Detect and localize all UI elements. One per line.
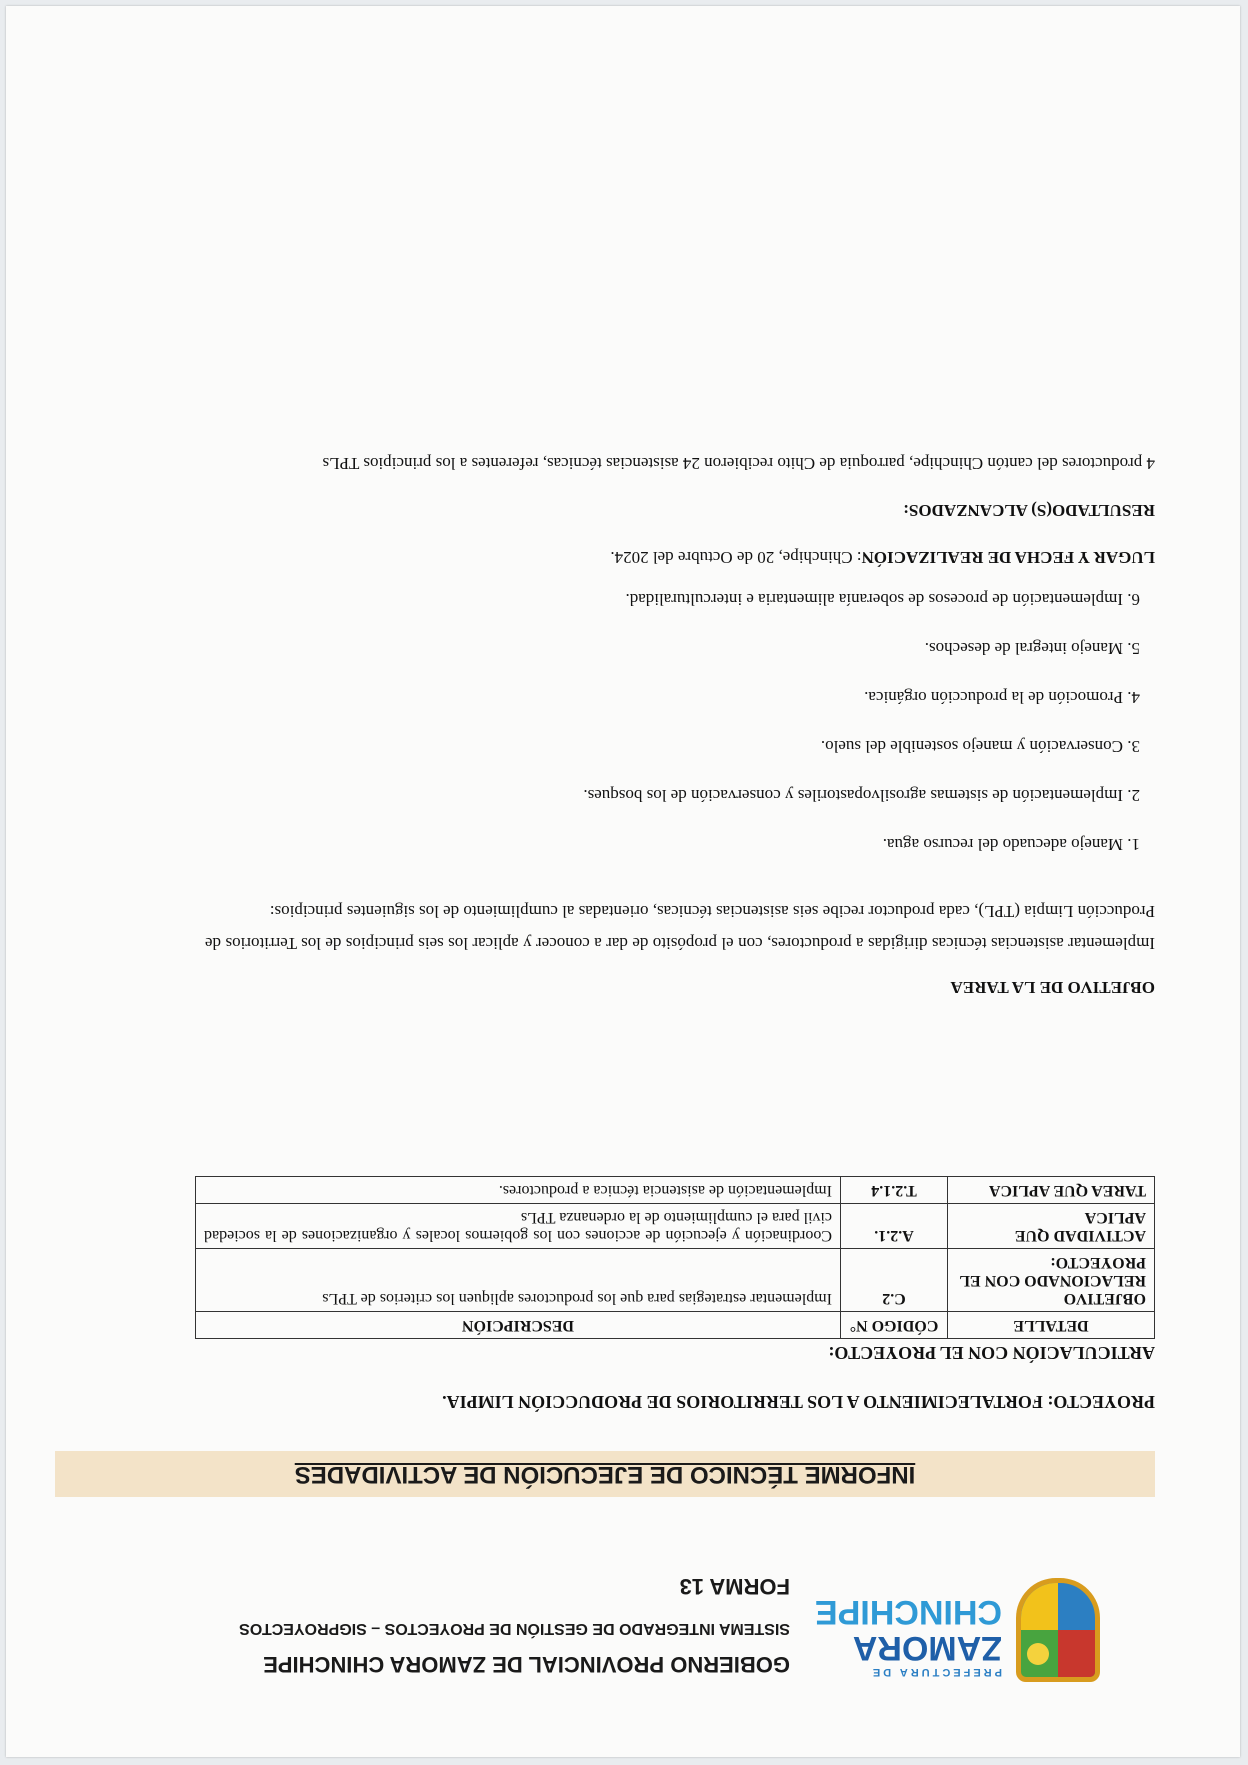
project-title: PROYECTO: FORTALECIMIENTO A LOS TERRITORIOS DE PRODUCCIÓN LIMPIA. [442, 1392, 1155, 1412]
cell-detalle: OBJETIVO RELACIONADO CON EL PROYECTO: [948, 1249, 1155, 1312]
articulacion-table [195, 1176, 1155, 1339]
form-number: FORMA 13 [679, 1574, 790, 1599]
list-item: 2. Implementación de sistemas agrosilvopastoriles y conservación de los bosques. [223, 759, 1123, 808]
table-row [196, 1204, 1155, 1249]
org-header [90, 1573, 790, 1677]
objetivo-heading: OBJETIVO DE LA TAREA [950, 978, 1155, 997]
cell-detalle: ACTIVIDAD QUE APLICA [948, 1204, 1155, 1249]
logo-main2: CHINCHIPE [814, 1593, 1002, 1631]
header-codigo: CÓDIGO N° [841, 1312, 948, 1339]
resultados-heading: RESULTADO(S) ALCANZADOS: [903, 501, 1155, 520]
table-header-row [196, 1312, 1155, 1339]
list-item: 5. Manejo integral de desechos. [223, 612, 1123, 661]
scanned-page [6, 6, 1240, 1757]
objetivo-text: Implementar asistencias técnicas dirigidas a productores, con el propósito de dar a conocer y aplicar los seis principios de los Territorios de Producción Limpia (TPL), cada productor recibe seis asistencias técnicas, orientadas al cumplimiento de los siguientes principios: [205, 902, 1155, 953]
header-detalle: DETALLE [948, 1312, 1155, 1339]
report-title-banner [55, 1451, 1155, 1497]
cell-descripcion: Implementación de asistencia técnica a productores. [196, 1177, 841, 1204]
resultados-text: 4 productores del cantón Chinchipe, parroquia de Chito recibieron 24 asistencias técnicas, referentes a los principios TPLs [322, 454, 1155, 473]
logo-sub: PREFECTURA DE [869, 1666, 1002, 1678]
table-row [196, 1177, 1155, 1204]
logo-main1: ZAMORA [852, 1629, 1002, 1667]
lugar-value: : Chinchipe, 20 de Octubre del 2024. [610, 548, 862, 567]
cell-codigo: C.2 [841, 1249, 948, 1312]
cell-codigo: A.2.1. [841, 1204, 948, 1249]
lugar-label: LUGAR Y FECHA DE REALIZACIÓN [861, 548, 1155, 567]
cell-detalle: TAREA QUE APLICA [948, 1177, 1155, 1204]
list-item: 3. Conservación y manejo sostenible del suelo. [223, 710, 1123, 759]
list-item: 4. Promoción de la producción orgánica. [223, 661, 1123, 710]
list-item: 6. Implementación de procesos de soberanía alimentaria e interculturalidad. [223, 563, 1123, 612]
system-name: SISTEMA INTEGRADO DE GESTIÓN DE PROYECTOS – SIGPROYECTOS [239, 1620, 790, 1637]
rotated-content [6, 6, 1240, 1757]
logo-text [810, 1594, 1002, 1678]
principles-list [223, 563, 1155, 857]
cell-descripcion: Implementar estrategias para que los productores apliquen los criterios de TPLs [196, 1249, 841, 1312]
cell-codigo: T.2.1.4 [841, 1177, 948, 1204]
list-item: 1. Manejo adecuado del recurso agua. [223, 808, 1123, 857]
lugar-fecha [155, 547, 1155, 567]
org-name: GOBIERNO PROVINCIAL DE ZAMORA CHINCHIPE [263, 1652, 790, 1677]
report-title: INFORME TÉCNICO DE EJECUCIÓN DE ACTIVIDADES [294, 1461, 916, 1488]
articulacion-heading: ARTICULACIÓN CON EL PROYECTO: [828, 1343, 1155, 1363]
coat-of-arms-icon [1016, 1578, 1100, 1682]
table-row [196, 1249, 1155, 1312]
cell-descripcion: Coordinación y ejecución de acciones con los gobiernos locales y organizaciones de la sociedad civil para el cumplimiento de la ordenanza TPLs [196, 1204, 841, 1249]
header-descripcion: DESCRIPCIÓN [196, 1312, 841, 1339]
prefectura-logo [810, 1572, 1100, 1682]
